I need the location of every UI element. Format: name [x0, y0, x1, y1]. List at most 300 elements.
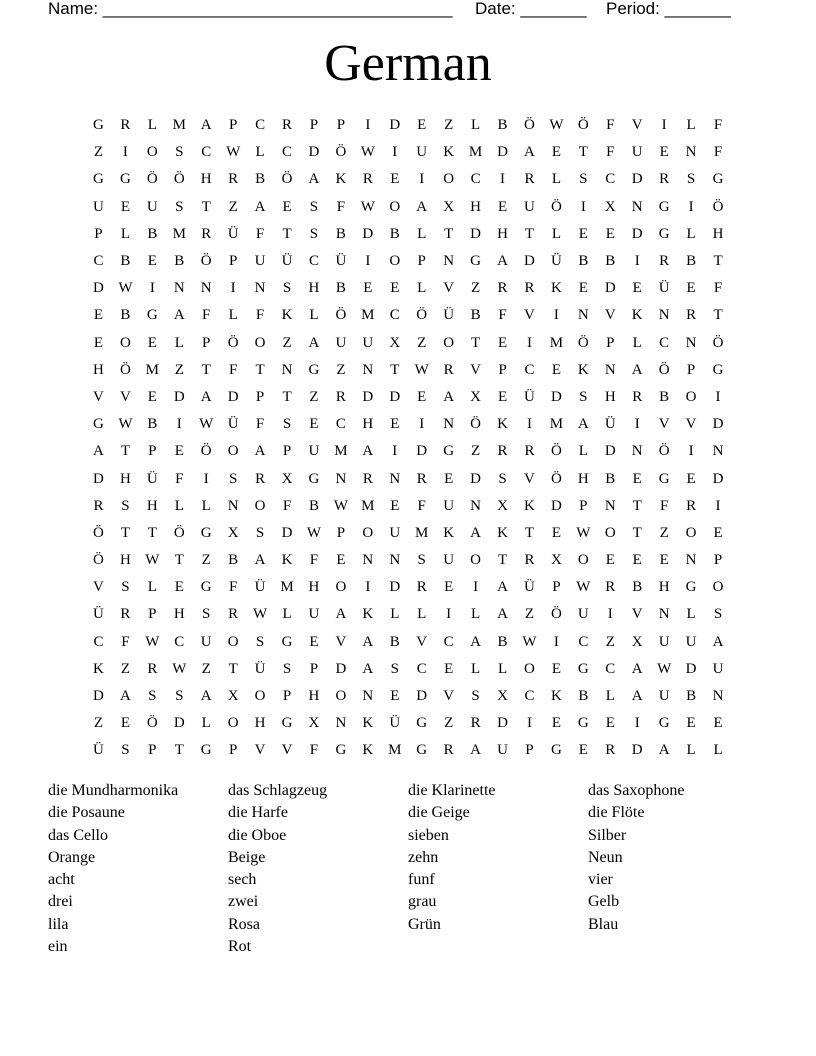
- grid-letter[interactable]: O: [712, 579, 724, 596]
- grid-letter[interactable]: S: [579, 388, 588, 405]
- grid-letter[interactable]: I: [526, 715, 532, 732]
- grid-letter[interactable]: G: [335, 742, 347, 759]
- grid-letter[interactable]: L: [201, 715, 211, 732]
- grid-letter[interactable]: D: [550, 388, 562, 405]
- grid-letter[interactable]: I: [526, 334, 532, 351]
- grid-letter[interactable]: B: [686, 688, 697, 705]
- grid-letter[interactable]: Ü: [227, 225, 239, 242]
- grid-letter[interactable]: A: [200, 688, 212, 705]
- grid-letter[interactable]: Ö: [550, 470, 562, 487]
- grid-letter[interactable]: H: [658, 579, 670, 596]
- grid-letter[interactable]: G: [308, 361, 320, 378]
- grid-letter[interactable]: K: [550, 688, 562, 705]
- grid-letter[interactable]: D: [173, 715, 185, 732]
- grid-letter[interactable]: V: [685, 416, 697, 433]
- grid-letter[interactable]: K: [577, 361, 589, 378]
- grid-letter[interactable]: L: [255, 144, 265, 161]
- grid-letter[interactable]: O: [146, 144, 158, 161]
- grid-letter[interactable]: K: [335, 171, 347, 188]
- grid-letter[interactable]: C: [524, 688, 535, 705]
- grid-letter[interactable]: L: [686, 225, 696, 242]
- grid-letter[interactable]: R: [147, 660, 158, 677]
- grid-letter[interactable]: E: [363, 280, 373, 297]
- grid-letter[interactable]: G: [308, 470, 320, 487]
- grid-letter[interactable]: D: [335, 660, 347, 677]
- grid-letter[interactable]: R: [255, 470, 266, 487]
- grid-letter[interactable]: I: [230, 280, 236, 297]
- grid-letter[interactable]: F: [202, 307, 211, 324]
- grid-letter[interactable]: O: [389, 198, 401, 215]
- grid-letter[interactable]: D: [524, 253, 535, 270]
- grid-letter[interactable]: Ö: [658, 361, 670, 378]
- grid-letter[interactable]: Ö: [416, 307, 428, 324]
- grid-letter[interactable]: Ü: [524, 579, 535, 596]
- grid-letter[interactable]: E: [309, 633, 319, 650]
- grid-letter[interactable]: Ö: [200, 253, 212, 270]
- grid-letter[interactable]: L: [309, 307, 319, 324]
- grid-letter[interactable]: H: [173, 606, 185, 623]
- grid-letter[interactable]: A: [470, 524, 482, 541]
- grid-letter[interactable]: E: [659, 144, 669, 161]
- grid-letter[interactable]: Z: [471, 280, 481, 297]
- grid-letter[interactable]: F: [659, 497, 669, 514]
- grid-letter[interactable]: L: [471, 606, 481, 623]
- grid-letter[interactable]: T: [282, 388, 292, 405]
- grid-letter[interactable]: E: [147, 388, 157, 405]
- grid-letter[interactable]: C: [308, 253, 319, 270]
- grid-letter[interactable]: R: [362, 470, 373, 487]
- grid-letter[interactable]: E: [417, 117, 427, 134]
- grid-letter[interactable]: L: [417, 606, 427, 623]
- grid-letter[interactable]: M: [361, 307, 375, 324]
- grid-letter[interactable]: Ö: [577, 117, 589, 134]
- grid-letter[interactable]: E: [336, 552, 346, 569]
- grid-letter[interactable]: G: [281, 715, 293, 732]
- grid-letter[interactable]: B: [497, 633, 508, 650]
- grid-letter[interactable]: X: [497, 688, 508, 705]
- grid-letter[interactable]: L: [120, 225, 130, 242]
- grid-letter[interactable]: M: [388, 742, 402, 759]
- grid-letter[interactable]: B: [659, 388, 670, 405]
- grid-letter[interactable]: C: [605, 660, 616, 677]
- grid-letter[interactable]: Ö: [470, 416, 482, 433]
- grid-letter[interactable]: D: [416, 688, 428, 705]
- grid-letter[interactable]: I: [715, 388, 721, 405]
- grid-letter[interactable]: R: [201, 225, 212, 242]
- grid-letter[interactable]: Ö: [227, 334, 239, 351]
- grid-letter[interactable]: T: [201, 198, 211, 215]
- grid-letter[interactable]: S: [390, 660, 399, 677]
- grid-letter[interactable]: Ö: [93, 524, 104, 541]
- grid-letter[interactable]: P: [148, 742, 157, 759]
- grid-letter[interactable]: V: [470, 361, 482, 378]
- grid-letter[interactable]: Z: [201, 552, 211, 569]
- grid-letter[interactable]: Z: [174, 361, 184, 378]
- grid-letter[interactable]: O: [685, 524, 697, 541]
- grid-letter[interactable]: N: [712, 688, 724, 705]
- grid-letter[interactable]: T: [201, 361, 211, 378]
- grid-letter[interactable]: R: [470, 715, 481, 732]
- grid-letter[interactable]: X: [227, 688, 239, 705]
- grid-letter[interactable]: F: [121, 633, 130, 650]
- grid-letter[interactable]: E: [659, 552, 669, 569]
- grid-letter[interactable]: Ü: [93, 742, 104, 759]
- grid-letter[interactable]: P: [202, 334, 211, 351]
- grid-letter[interactable]: P: [336, 524, 346, 541]
- period-field[interactable]: Period: _______: [606, 0, 731, 18]
- grid-letter[interactable]: E: [632, 552, 642, 569]
- grid-letter[interactable]: E: [282, 198, 292, 215]
- grid-letter[interactable]: W: [549, 117, 564, 134]
- grid-letter[interactable]: L: [174, 497, 184, 514]
- grid-letter[interactable]: G: [119, 171, 131, 188]
- grid-letter[interactable]: V: [443, 280, 455, 297]
- grid-letter[interactable]: D: [604, 443, 616, 460]
- grid-letter[interactable]: A: [254, 198, 266, 215]
- grid-letter[interactable]: N: [200, 280, 212, 297]
- grid-letter[interactable]: P: [552, 579, 561, 596]
- grid-letter[interactable]: S: [148, 688, 157, 705]
- grid-letter[interactable]: E: [120, 198, 130, 215]
- grid-letter[interactable]: U: [254, 253, 266, 270]
- grid-letter[interactable]: R: [416, 579, 427, 596]
- grid-letter[interactable]: H: [93, 361, 104, 378]
- grid-letter[interactable]: P: [255, 388, 265, 405]
- grid-letter[interactable]: I: [580, 198, 586, 215]
- grid-letter[interactable]: H: [308, 579, 320, 596]
- grid-letter[interactable]: Ü: [254, 660, 266, 677]
- grid-letter[interactable]: C: [524, 361, 535, 378]
- grid-letter[interactable]: F: [228, 361, 238, 378]
- grid-letter[interactable]: B: [686, 253, 697, 270]
- grid-letter[interactable]: E: [605, 552, 615, 569]
- grid-letter[interactable]: F: [282, 497, 292, 514]
- grid-letter[interactable]: Z: [309, 388, 319, 405]
- grid-letter[interactable]: D: [470, 470, 482, 487]
- grid-letter[interactable]: Z: [282, 334, 292, 351]
- grid-letter[interactable]: E: [551, 715, 561, 732]
- grid-letter[interactable]: P: [309, 117, 319, 134]
- grid-letter[interactable]: G: [443, 443, 455, 460]
- grid-letter[interactable]: G: [200, 742, 212, 759]
- grid-letter[interactable]: W: [253, 606, 268, 623]
- grid-letter[interactable]: R: [120, 606, 131, 623]
- grid-letter[interactable]: D: [227, 388, 239, 405]
- grid-letter[interactable]: H: [146, 497, 158, 514]
- grid-letter[interactable]: F: [228, 579, 238, 596]
- grid-letter[interactable]: Ö: [550, 198, 562, 215]
- grid-letter[interactable]: H: [577, 470, 589, 487]
- grid-letter[interactable]: S: [175, 688, 184, 705]
- grid-letter[interactable]: V: [631, 606, 643, 623]
- grid-letter[interactable]: F: [713, 144, 723, 161]
- grid-letter[interactable]: V: [93, 388, 104, 405]
- grid-letter[interactable]: A: [631, 660, 643, 677]
- grid-letter[interactable]: M: [280, 579, 294, 596]
- grid-letter[interactable]: D: [416, 443, 428, 460]
- grid-letter[interactable]: L: [201, 497, 211, 514]
- grid-letter[interactable]: G: [281, 633, 293, 650]
- grid-letter[interactable]: S: [121, 579, 130, 596]
- grid-letter[interactable]: O: [389, 253, 401, 270]
- grid-letter[interactable]: Z: [417, 334, 427, 351]
- grid-letter[interactable]: D: [389, 579, 401, 596]
- grid-letter[interactable]: L: [417, 225, 427, 242]
- grid-letter[interactable]: E: [390, 416, 400, 433]
- grid-letter[interactable]: P: [282, 443, 292, 460]
- grid-letter[interactable]: K: [443, 144, 455, 161]
- grid-letter[interactable]: C: [201, 144, 212, 161]
- grid-letter[interactable]: I: [661, 117, 667, 134]
- grid-letter[interactable]: O: [443, 334, 455, 351]
- grid-letter[interactable]: C: [578, 633, 589, 650]
- grid-letter[interactable]: S: [282, 660, 292, 677]
- grid-letter[interactable]: E: [578, 742, 588, 759]
- grid-letter[interactable]: U: [389, 524, 401, 541]
- grid-letter[interactable]: S: [417, 552, 426, 569]
- grid-letter[interactable]: F: [606, 117, 615, 134]
- grid-letter[interactable]: A: [470, 742, 482, 759]
- grid-letter[interactable]: Ö: [550, 606, 562, 623]
- grid-letter[interactable]: E: [174, 579, 184, 596]
- grid-letter[interactable]: G: [658, 470, 670, 487]
- grid-letter[interactable]: R: [605, 579, 616, 596]
- grid-letter[interactable]: K: [362, 715, 374, 732]
- grid-letter[interactable]: U: [362, 334, 374, 351]
- date-field[interactable]: Date: _______: [475, 0, 587, 18]
- grid-letter[interactable]: I: [392, 443, 398, 460]
- grid-letter[interactable]: E: [390, 688, 400, 705]
- grid-letter[interactable]: U: [308, 443, 320, 460]
- grid-letter[interactable]: F: [309, 742, 319, 759]
- grid-letter[interactable]: V: [524, 470, 535, 487]
- grid-letter[interactable]: G: [712, 361, 724, 378]
- grid-letter[interactable]: L: [497, 660, 508, 677]
- grid-letter[interactable]: Z: [93, 715, 104, 732]
- grid-letter[interactable]: C: [470, 171, 481, 188]
- grid-letter[interactable]: R: [120, 117, 131, 134]
- grid-letter[interactable]: Ö: [335, 144, 347, 161]
- grid-letter[interactable]: R: [228, 171, 239, 188]
- grid-letter[interactable]: N: [362, 361, 374, 378]
- grid-letter[interactable]: A: [577, 416, 589, 433]
- grid-letter[interactable]: I: [607, 606, 613, 623]
- grid-letter[interactable]: Ü: [227, 416, 239, 433]
- grid-letter[interactable]: Ö: [712, 334, 724, 351]
- grid-letter[interactable]: S: [228, 470, 238, 487]
- grid-letter[interactable]: R: [524, 443, 535, 460]
- grid-letter[interactable]: Z: [659, 524, 669, 541]
- grid-letter[interactable]: M: [468, 144, 483, 161]
- grid-letter[interactable]: G: [685, 579, 697, 596]
- grid-letter[interactable]: Ö: [119, 361, 131, 378]
- grid-letter[interactable]: P: [417, 253, 426, 270]
- grid-letter[interactable]: Ö: [200, 443, 212, 460]
- grid-letter[interactable]: S: [686, 171, 696, 188]
- grid-letter[interactable]: Ü: [443, 307, 455, 324]
- grid-letter[interactable]: C: [282, 144, 293, 161]
- grid-letter[interactable]: X: [497, 497, 508, 514]
- grid-letter[interactable]: E: [497, 334, 508, 351]
- grid-letter[interactable]: W: [118, 280, 133, 297]
- grid-letter[interactable]: A: [200, 117, 212, 134]
- grid-letter[interactable]: T: [713, 253, 723, 270]
- grid-letter[interactable]: U: [577, 606, 589, 623]
- grid-letter[interactable]: R: [659, 253, 670, 270]
- grid-letter[interactable]: D: [93, 280, 104, 297]
- grid-letter[interactable]: L: [686, 117, 696, 134]
- grid-letter[interactable]: U: [497, 742, 508, 759]
- grid-letter[interactable]: R: [335, 388, 346, 405]
- grid-letter[interactable]: A: [254, 552, 266, 569]
- grid-letter[interactable]: T: [255, 361, 265, 378]
- grid-letter[interactable]: B: [120, 307, 131, 324]
- grid-letter[interactable]: P: [228, 253, 238, 270]
- grid-letter[interactable]: P: [686, 361, 696, 378]
- grid-letter[interactable]: H: [254, 715, 266, 732]
- grid-letter[interactable]: U: [200, 633, 212, 650]
- grid-letter[interactable]: N: [631, 198, 643, 215]
- grid-letter[interactable]: T: [497, 552, 508, 569]
- grid-letter[interactable]: R: [524, 552, 535, 569]
- grid-letter[interactable]: G: [93, 117, 104, 134]
- grid-letter[interactable]: O: [443, 171, 455, 188]
- grid-letter[interactable]: D: [550, 497, 562, 514]
- grid-letter[interactable]: Z: [201, 660, 211, 677]
- grid-letter[interactable]: B: [605, 470, 616, 487]
- grid-letter[interactable]: I: [688, 198, 694, 215]
- grid-letter[interactable]: R: [282, 117, 293, 134]
- grid-letter[interactable]: G: [577, 715, 589, 732]
- grid-letter[interactable]: Z: [228, 198, 238, 215]
- grid-letter[interactable]: W: [145, 552, 160, 569]
- grid-letter[interactable]: E: [147, 253, 157, 270]
- grid-letter[interactable]: L: [390, 606, 400, 623]
- grid-letter[interactable]: T: [471, 334, 481, 351]
- grid-letter[interactable]: W: [360, 198, 375, 215]
- grid-letter[interactable]: N: [658, 307, 670, 324]
- grid-letter[interactable]: W: [226, 144, 241, 161]
- grid-letter[interactable]: N: [335, 715, 347, 732]
- grid-letter[interactable]: L: [417, 280, 427, 297]
- grid-letter[interactable]: G: [550, 742, 562, 759]
- grid-letter[interactable]: I: [553, 633, 559, 650]
- grid-letter[interactable]: Ö: [173, 171, 185, 188]
- grid-letter[interactable]: N: [443, 253, 455, 270]
- grid-letter[interactable]: U: [308, 606, 320, 623]
- grid-letter[interactable]: K: [497, 524, 508, 541]
- grid-letter[interactable]: R: [524, 171, 535, 188]
- grid-letter[interactable]: Z: [524, 606, 535, 623]
- grid-letter[interactable]: O: [227, 715, 239, 732]
- grid-letter[interactable]: H: [119, 470, 131, 487]
- grid-letter[interactable]: A: [308, 334, 320, 351]
- grid-letter[interactable]: X: [389, 334, 401, 351]
- grid-letter[interactable]: Z: [336, 361, 346, 378]
- grid-letter[interactable]: C: [605, 171, 616, 188]
- grid-letter[interactable]: T: [120, 524, 130, 541]
- grid-letter[interactable]: Ö: [93, 552, 104, 569]
- grid-letter[interactable]: I: [149, 280, 155, 297]
- grid-letter[interactable]: O: [227, 443, 239, 460]
- grid-letter[interactable]: I: [392, 144, 398, 161]
- grid-letter[interactable]: D: [93, 470, 104, 487]
- grid-letter[interactable]: E: [174, 443, 184, 460]
- grid-letter[interactable]: N: [281, 361, 293, 378]
- grid-letter[interactable]: U: [335, 334, 347, 351]
- grid-letter[interactable]: P: [713, 552, 723, 569]
- grid-letter[interactable]: G: [416, 715, 428, 732]
- grid-letter[interactable]: H: [308, 688, 320, 705]
- grid-letter[interactable]: L: [471, 117, 481, 134]
- grid-letter[interactable]: X: [281, 470, 293, 487]
- grid-letter[interactable]: A: [524, 144, 535, 161]
- grid-letter[interactable]: T: [282, 225, 292, 242]
- grid-letter[interactable]: D: [308, 144, 320, 161]
- grid-letter[interactable]: A: [254, 443, 266, 460]
- grid-letter[interactable]: D: [685, 660, 697, 677]
- grid-letter[interactable]: E: [551, 660, 561, 677]
- grid-letter[interactable]: V: [631, 117, 643, 134]
- grid-letter[interactable]: R: [497, 280, 508, 297]
- grid-letter[interactable]: N: [658, 606, 670, 623]
- grid-letter[interactable]: D: [712, 470, 724, 487]
- grid-letter[interactable]: U: [443, 552, 455, 569]
- grid-letter[interactable]: C: [443, 633, 454, 650]
- grid-letter[interactable]: B: [497, 117, 508, 134]
- grid-letter[interactable]: P: [579, 497, 588, 514]
- grid-letter[interactable]: E: [713, 715, 723, 732]
- grid-letter[interactable]: Z: [444, 715, 454, 732]
- grid-letter[interactable]: O: [362, 524, 374, 541]
- grid-letter[interactable]: P: [336, 117, 346, 134]
- grid-letter[interactable]: B: [632, 579, 643, 596]
- grid-letter[interactable]: V: [604, 307, 616, 324]
- grid-letter[interactable]: P: [94, 225, 103, 242]
- grid-letter[interactable]: N: [389, 552, 401, 569]
- grid-letter[interactable]: D: [362, 225, 374, 242]
- grid-letter[interactable]: B: [147, 416, 158, 433]
- grid-letter[interactable]: S: [471, 688, 480, 705]
- grid-letter[interactable]: N: [604, 361, 616, 378]
- grid-letter[interactable]: Z: [444, 117, 454, 134]
- grid-letter[interactable]: F: [713, 117, 723, 134]
- grid-letter[interactable]: O: [604, 524, 616, 541]
- grid-letter[interactable]: B: [605, 253, 616, 270]
- grid-letter[interactable]: K: [281, 307, 293, 324]
- grid-letter[interactable]: R: [686, 497, 697, 514]
- grid-letter[interactable]: S: [309, 225, 319, 242]
- grid-letter[interactable]: L: [632, 334, 642, 351]
- grid-letter[interactable]: S: [121, 497, 130, 514]
- grid-letter[interactable]: P: [309, 660, 319, 677]
- grid-letter[interactable]: A: [497, 253, 508, 270]
- grid-letter[interactable]: I: [634, 253, 640, 270]
- grid-letter[interactable]: I: [526, 416, 532, 433]
- grid-letter[interactable]: H: [470, 198, 482, 215]
- grid-letter[interactable]: I: [634, 715, 640, 732]
- grid-letter[interactable]: H: [604, 388, 616, 405]
- grid-letter[interactable]: Ü: [254, 579, 266, 596]
- grid-letter[interactable]: N: [227, 497, 239, 514]
- grid-letter[interactable]: I: [553, 307, 559, 324]
- grid-letter[interactable]: N: [631, 443, 643, 460]
- grid-letter[interactable]: S: [282, 280, 292, 297]
- grid-letter[interactable]: B: [335, 280, 346, 297]
- grid-letter[interactable]: Ö: [173, 524, 185, 541]
- grid-letter[interactable]: I: [419, 171, 425, 188]
- grid-letter[interactable]: E: [444, 660, 454, 677]
